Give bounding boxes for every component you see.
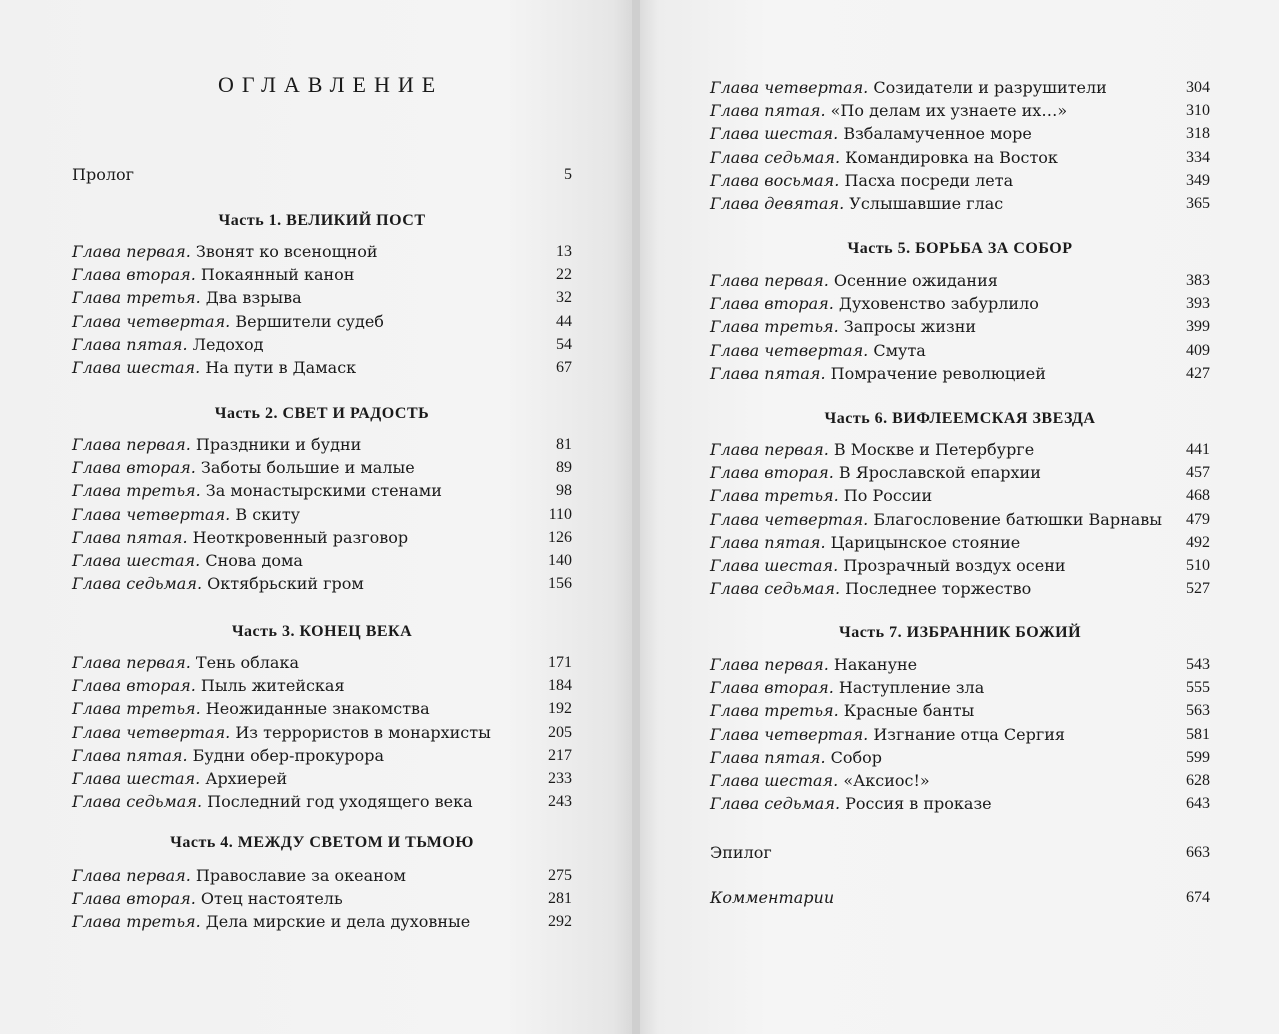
page-number: 663 <box>1186 844 1210 861</box>
chapter-entry <box>72 433 572 456</box>
page-number: 441 <box>1186 441 1210 458</box>
chapter-entry <box>710 746 1210 769</box>
entry-label <box>72 265 354 284</box>
chapter-title: Неожиданные знакомства <box>200 699 430 718</box>
page-number: 126 <box>548 529 572 546</box>
chapter-title: Запросы жизни <box>838 317 977 336</box>
page-number: 555 <box>1186 679 1210 696</box>
page-number: 543 <box>1186 656 1210 673</box>
entry-label: Эпилог <box>710 843 772 862</box>
chapter-number: Глава пятая. <box>72 528 188 547</box>
entry-label <box>710 463 1041 482</box>
page-number: 54 <box>556 336 572 353</box>
page-number: 233 <box>548 770 572 787</box>
entry-label <box>710 771 930 790</box>
entry-label <box>710 364 1046 383</box>
chapter-number: Глава четвертая. <box>72 723 231 742</box>
page-number: 383 <box>1186 272 1210 289</box>
page-number: 67 <box>556 359 572 376</box>
page-number: 468 <box>1186 487 1210 504</box>
page-number: 599 <box>1186 749 1210 766</box>
chapter-entry <box>72 721 572 744</box>
chapter-title: Звонят ко всенощной <box>190 242 378 261</box>
chapter-entry <box>710 76 1210 99</box>
entry-label <box>72 723 491 742</box>
chapter-number: Глава четвертая. <box>710 725 869 744</box>
page-number: 427 <box>1186 365 1210 382</box>
page-number: 184 <box>548 677 572 694</box>
chapter-title: Праздники и будни <box>190 435 362 454</box>
chapter-entry <box>710 438 1210 461</box>
chapter-entry <box>72 286 572 309</box>
chapter-title: Дела мирские и дела духовные <box>200 912 471 931</box>
page-number: 89 <box>556 459 572 476</box>
chapter-title: Будни обер-прокурора <box>187 746 385 765</box>
chapter-entry <box>710 362 1210 385</box>
chapter-title: В Москве и Петербурге <box>828 440 1035 459</box>
chapter-number: Глава первая. <box>710 271 829 290</box>
entry-label <box>710 533 1020 552</box>
chapter-title: Россия в проказе <box>840 794 992 813</box>
entry-label <box>710 294 1039 313</box>
chapter-number: Глава шестая. <box>72 769 201 788</box>
entry-label <box>710 317 976 336</box>
entry-label <box>72 653 299 672</box>
entry-label <box>72 358 356 377</box>
entry-label <box>710 148 1058 167</box>
page-number: 365 <box>1186 195 1210 212</box>
chapter-entry <box>72 572 572 595</box>
entry-label <box>710 510 1162 529</box>
page-number: 393 <box>1186 295 1210 312</box>
chapter-entry <box>710 508 1210 531</box>
entry-label <box>72 699 430 718</box>
page-number: 674 <box>1186 889 1210 906</box>
chapter-title: Снова дома <box>200 551 303 570</box>
page-number: 156 <box>548 575 572 592</box>
entry-label <box>710 794 992 813</box>
chapter-title: Из террористов в монархисты <box>230 723 491 742</box>
chapter-number: Глава первая. <box>72 653 191 672</box>
page-number: 5 <box>564 166 572 183</box>
chapter-entry <box>72 887 572 910</box>
page-number: 310 <box>1186 102 1210 119</box>
page-number: 304 <box>1186 79 1210 96</box>
chapter-entry <box>710 99 1210 122</box>
chapter-title: Накануне <box>828 655 918 674</box>
page-number: 281 <box>548 890 572 907</box>
chapter-number: Глава пятая. <box>710 748 826 767</box>
entry-label <box>72 746 384 765</box>
entry-label <box>710 748 882 767</box>
chapter-number: Глава третья. <box>72 288 201 307</box>
chapter-entry <box>72 310 572 333</box>
chapter-number: Глава седьмая. <box>72 792 203 811</box>
chapter-number: Глава девятая. <box>710 194 845 213</box>
entry-label <box>72 889 343 908</box>
chapter-title: Царицынское стояние <box>825 533 1021 552</box>
page-number: 205 <box>548 724 572 741</box>
page-number: 110 <box>548 506 572 523</box>
chapter-title: В Ярославской епархии <box>833 463 1041 482</box>
chapter-title: Вершители судеб <box>230 312 384 331</box>
chapter-number: Глава седьмая. <box>710 579 841 598</box>
chapter-entry <box>710 169 1210 192</box>
chapter-entry <box>710 192 1210 215</box>
chapter-number: Глава первая. <box>710 655 829 674</box>
page-number: 192 <box>548 700 572 717</box>
chapter-number: Глава вторая. <box>72 676 196 695</box>
chapter-title: Ледоход <box>187 335 264 354</box>
chapter-entry <box>72 697 572 720</box>
chapter-title: Последнее торжество <box>840 579 1032 598</box>
chapter-title: Благословение батюшки Варнавы <box>868 510 1163 529</box>
chapter-entry <box>72 240 572 263</box>
page-number: 409 <box>1186 342 1210 359</box>
chapter-number: Глава вторая. <box>72 265 196 284</box>
chapter-entry <box>72 864 572 887</box>
chapter-title: На пути в Дамаск <box>200 358 357 377</box>
chapter-number: Глава пятая. <box>710 101 826 120</box>
chapter-entry <box>72 479 572 502</box>
page-number: 22 <box>556 266 572 283</box>
chapter-number: Глава первая. <box>72 866 191 885</box>
entry-label <box>72 312 384 331</box>
entry-label <box>710 678 984 697</box>
chapter-entry <box>72 456 572 479</box>
chapter-entry <box>710 577 1210 600</box>
page-number: 292 <box>548 913 572 930</box>
entry-label <box>710 124 1032 143</box>
entry-label <box>72 481 442 500</box>
chapter-number: Глава четвертая. <box>710 341 869 360</box>
entry-label <box>710 579 1031 598</box>
chapter-entry <box>710 676 1210 699</box>
chapter-entry <box>72 790 572 813</box>
entry-label <box>710 440 1034 459</box>
entry-label <box>72 505 300 524</box>
chapter-title: Смута <box>868 341 926 360</box>
entry-label <box>72 435 361 454</box>
chapter-number: Глава восьмая. <box>710 171 840 190</box>
chapter-title: Созидатели и разрушители <box>868 78 1107 97</box>
epilogue-entry <box>710 841 1210 864</box>
part-heading: Часть 4. МЕЖДУ СВЕТОМ И ТЬМОЮ <box>170 834 474 851</box>
chapter-title: Осенние ожидания <box>828 271 998 290</box>
chapter-number: Глава третья. <box>710 486 839 505</box>
page-number: 479 <box>1186 511 1210 528</box>
chapter-number: Глава первая. <box>710 440 829 459</box>
chapter-number: Глава третья. <box>72 481 201 500</box>
chapter-number: Глава первая. <box>72 435 191 454</box>
chapter-entry <box>710 146 1210 169</box>
chapter-number: Глава вторая. <box>72 889 196 908</box>
entry-label <box>710 341 926 360</box>
page-number: 581 <box>1186 726 1210 743</box>
chapter-entry <box>72 333 572 356</box>
entry-label <box>710 725 1065 744</box>
page-number: 628 <box>1186 772 1210 789</box>
contents-title: ОГЛАВЛЕНИЕ <box>218 72 444 97</box>
entry-label <box>710 556 1066 575</box>
chapter-title: Изгнание отца Сергия <box>868 725 1065 744</box>
part-heading: Часть 3. КОНЕЦ ВЕКА <box>231 623 413 640</box>
chapter-title: Два взрыва <box>200 288 302 307</box>
chapter-entry <box>72 263 572 286</box>
chapter-entry <box>710 269 1210 292</box>
page-number: 399 <box>1186 318 1210 335</box>
page-number: 243 <box>548 793 572 810</box>
entry-label <box>72 676 345 695</box>
chapter-number: Глава седьмая. <box>710 148 841 167</box>
chapter-number: Глава седьмая. <box>710 794 841 813</box>
entry-label: Комментарии <box>710 888 835 907</box>
chapter-entry <box>710 723 1210 746</box>
entry-label <box>710 655 917 674</box>
chapter-number: Глава шестая. <box>710 124 839 143</box>
entry-label <box>72 288 302 307</box>
chapter-number: Глава первая. <box>72 242 191 261</box>
chapter-entry <box>72 526 572 549</box>
entry-label <box>72 528 408 547</box>
chapter-number: Глава пятая. <box>710 533 826 552</box>
page-number: 563 <box>1186 702 1210 719</box>
entry-label <box>72 458 415 477</box>
entry-label <box>72 912 470 931</box>
chapter-title: Командировка на Восток <box>840 148 1058 167</box>
entry-label: Пролог <box>72 165 135 184</box>
entry-label <box>72 574 364 593</box>
chapter-entry <box>710 769 1210 792</box>
commentary-entry <box>710 886 1210 909</box>
page-number: 13 <box>556 243 572 260</box>
page-number: 44 <box>556 313 572 330</box>
chapter-title: «По делам их узнаете их…» <box>825 101 1068 120</box>
page-number: 217 <box>548 747 572 764</box>
chapter-number: Глава четвертая. <box>72 312 231 331</box>
chapter-entry <box>72 549 572 572</box>
chapter-title: Услышавшие глас <box>844 194 1004 213</box>
page-number: 492 <box>1186 534 1210 551</box>
page-number: 81 <box>556 436 572 453</box>
page-number: 32 <box>556 289 572 306</box>
chapter-number: Глава вторая. <box>710 678 834 697</box>
chapter-title: Помрачение революцией <box>825 364 1046 383</box>
entry-label <box>72 866 406 885</box>
chapter-entry <box>72 503 572 526</box>
entry-label <box>710 486 932 505</box>
chapter-entry <box>72 651 572 674</box>
chapter-number: Глава шестая. <box>710 556 839 575</box>
chapter-title: Октябрьский гром <box>202 574 364 593</box>
chapter-title: Покаянный канон <box>195 265 355 284</box>
entry-label <box>710 101 1067 120</box>
book-gutter <box>632 0 640 1034</box>
page-number: 98 <box>556 482 572 499</box>
part-heading: Часть 6. ВИФЛЕЕМСКАЯ ЗВЕЗДА <box>824 410 1096 427</box>
chapter-title: Неоткровенный разговор <box>187 528 409 547</box>
chapter-number: Глава третья. <box>710 701 839 720</box>
part-heading: Часть 1. ВЕЛИКИЙ ПОСТ <box>218 212 426 229</box>
chapter-number: Глава четвертая. <box>710 510 869 529</box>
part-heading: Часть 5. БОРЬБА ЗА СОБОР <box>847 240 1073 257</box>
chapter-title: Заботы большие и малые <box>195 458 415 477</box>
chapter-number: Глава третья. <box>72 912 201 931</box>
entry-label <box>710 271 998 290</box>
page-number: 527 <box>1186 580 1210 597</box>
chapter-title: Красные банты <box>838 701 975 720</box>
chapter-title: По России <box>838 486 933 505</box>
chapter-entry <box>710 339 1210 362</box>
chapter-entry <box>710 792 1210 815</box>
chapter-number: Глава шестая. <box>72 358 201 377</box>
chapter-number: Глава пятая. <box>72 746 188 765</box>
chapter-entry <box>72 910 572 933</box>
chapter-entry <box>72 767 572 790</box>
chapter-title: За монастырскими стенами <box>200 481 442 500</box>
chapter-entry <box>710 315 1210 338</box>
chapter-title: Собор <box>825 748 883 767</box>
page-number: 140 <box>548 552 572 569</box>
page-number: 171 <box>548 654 572 671</box>
entry-label <box>710 78 1107 97</box>
chapter-title: Прозрачный воздух осени <box>838 556 1066 575</box>
chapter-number: Глава вторая. <box>72 458 196 477</box>
chapter-number: Глава четвертая. <box>72 505 231 524</box>
chapter-number: Глава вторая. <box>710 294 834 313</box>
chapter-title: Тень облака <box>190 653 300 672</box>
chapter-title: Отец настоятель <box>195 889 343 908</box>
chapter-number: Глава третья. <box>710 317 839 336</box>
chapter-entry <box>710 531 1210 554</box>
entry-label <box>710 171 1013 190</box>
entry-label <box>72 769 287 788</box>
entry-label <box>72 242 378 261</box>
chapter-entry <box>710 461 1210 484</box>
page-number: 349 <box>1186 172 1210 189</box>
chapter-title: Пасха посреди лета <box>839 171 1014 190</box>
page-number: 334 <box>1186 149 1210 166</box>
chapter-entry <box>710 699 1210 722</box>
chapter-title: Последний год уходящего века <box>202 792 473 811</box>
chapter-number: Глава шестая. <box>72 551 201 570</box>
chapter-entry <box>72 356 572 379</box>
entry-label <box>72 335 263 354</box>
page-number: 318 <box>1186 125 1210 142</box>
chapter-number: Глава пятая. <box>710 364 826 383</box>
chapter-entry <box>710 292 1210 315</box>
chapter-title: Пыль житейская <box>195 676 345 695</box>
chapter-title: Взбаламученное море <box>838 124 1032 143</box>
chapter-number: Глава четвертая. <box>710 78 869 97</box>
page-number: 510 <box>1186 557 1210 574</box>
chapter-title: Православие за океаном <box>190 866 406 885</box>
chapter-entry <box>710 554 1210 577</box>
chapter-title: Духовенство забурлило <box>833 294 1039 313</box>
chapter-number: Глава седьмая. <box>72 574 203 593</box>
chapter-entry <box>710 484 1210 507</box>
entry-label <box>72 792 473 811</box>
chapter-title: Наступление зла <box>833 678 985 697</box>
entry-label <box>710 701 974 720</box>
chapter-number: Глава шестая. <box>710 771 839 790</box>
page-number: 643 <box>1186 795 1210 812</box>
chapter-number: Глава пятая. <box>72 335 188 354</box>
chapter-title: Архиерей <box>200 769 288 788</box>
page-number: 275 <box>548 867 572 884</box>
chapter-number: Глава вторая. <box>710 463 834 482</box>
part-heading: Часть 7. ИЗБРАННИК БОЖИЙ <box>838 624 1082 641</box>
chapter-entry <box>710 122 1210 145</box>
chapter-title: В скиту <box>230 505 301 524</box>
part-heading: Часть 2. СВЕТ И РАДОСТЬ <box>214 405 430 422</box>
prologue-entry <box>72 163 572 186</box>
page-number: 457 <box>1186 464 1210 481</box>
chapter-number: Глава третья. <box>72 699 201 718</box>
entry-label <box>72 551 303 570</box>
chapter-title: «Аксиос!» <box>838 771 930 790</box>
chapter-entry <box>710 653 1210 676</box>
chapter-entry <box>72 674 572 697</box>
entry-label <box>710 194 1003 213</box>
chapter-entry <box>72 744 572 767</box>
